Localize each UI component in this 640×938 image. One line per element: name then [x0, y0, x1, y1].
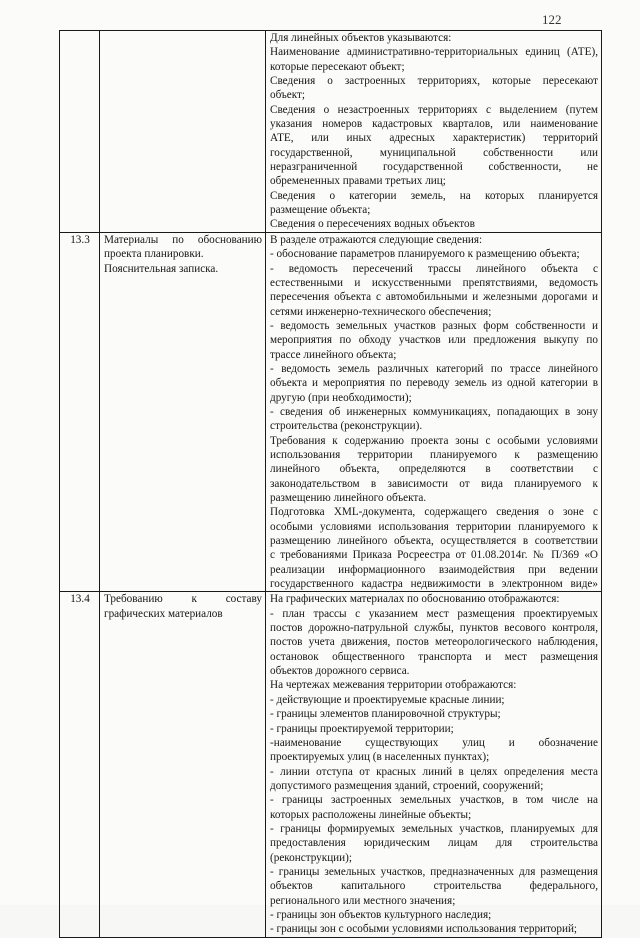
description-line: - план трассы с указанием мест размещения проектируемых [270, 607, 598, 620]
row-number-cell [60, 31, 100, 233]
description-line: другую (при необходимости); [270, 391, 412, 404]
description-line: сетями инженерно-технического обеспечения; [270, 305, 492, 318]
section-name-cell [100, 232, 266, 592]
description-line: строительства (реконструкции). [270, 420, 423, 433]
description-line: неразграниченной государственной собственности, не [270, 161, 598, 174]
description-line: Сведения о категории земель, на которых планируется [270, 189, 598, 202]
description-line: - ведомость пересечений трассы линейного объекта с [270, 262, 598, 275]
description-line: государственной, муниципальной собственности или [270, 146, 598, 159]
description-line: Сведения о застроенных территориях, которые пересекают [270, 75, 598, 88]
section-description-cell [266, 232, 602, 592]
description-line: - обоснование параметров планируемого к размещению объекта; [270, 248, 580, 261]
description-line: указания номеров кадастровых кварталов, или наименование [270, 118, 598, 131]
description-line: - границы застроенных земельных участков, в том числе на [270, 794, 598, 807]
description-line: использования территории планируемого к размещению [270, 448, 598, 461]
description-line: Сведения о незастроенных территориях с выделением (путем [270, 103, 598, 116]
description-line: - границы зон с особыми условиями использования территорий; [270, 923, 578, 936]
description-line: предоставления юридическим лицам для строительства [270, 837, 598, 850]
description-line: размещению линейного объекта. [270, 492, 427, 504]
description-line: линейного объекта, определяются в соответствии с [270, 463, 598, 476]
description-line: объект; [270, 89, 306, 102]
description-line: - границы зон объектов культурного наследия; [270, 908, 492, 921]
description-line: Наименование административно-территориальных единиц (АТЕ), [270, 46, 598, 59]
section-name-cell [100, 31, 266, 233]
description-line: объектов дорожного сервиса. [270, 665, 410, 678]
section-name-line: Материалы по обоснованию [104, 233, 262, 246]
description-line: размещение объекта; [270, 204, 371, 217]
description-line: государственного кадастра недвижимости в электронном виде» [270, 578, 598, 591]
description-line: Требования к содержанию проекта зоны с особыми условиями [270, 434, 598, 447]
description-line: мероприятия по обходу участков или предложения выкупу по [270, 334, 598, 347]
description-line: Подготовка XML-документа, содержащего сведения о зоне с [270, 506, 598, 519]
table-row [60, 232, 602, 592]
description-line: - границы формируемых земельных участков, планируемых для [270, 822, 598, 835]
description-line: особыми условиями использования территории планируемого к [270, 520, 598, 533]
section-description-cell [266, 31, 602, 233]
description-line: проектируемых улиц (в населенных пунктах); [270, 751, 490, 764]
requirements-table [59, 30, 602, 938]
description-line: трассе линейного объекта; [270, 348, 397, 361]
section-name-line: графических материалов [104, 607, 223, 620]
requirements-table-body [60, 31, 602, 938]
description-line: - границы элементов планировочной структуры; [270, 708, 501, 721]
description-line: Для линейных объектов указываются: [270, 32, 452, 44]
description-line: постов дорожно-патрульной службы, пунктов весового контроля, [270, 622, 598, 635]
description-line: естественными и искусственными препятствиями, ведомость [270, 276, 598, 289]
description-line: - границы земельных участков, предназначенных для размещения [270, 865, 598, 878]
description-line: АТЕ, или иных адресных характеристик) территорий [270, 132, 598, 145]
page-number: 122 [542, 12, 562, 27]
description-line: - границы проектируемой территории; [270, 722, 454, 735]
row-number-cell: 13.3 [60, 232, 100, 592]
row-number-cell: 13.4 [60, 592, 100, 937]
description-line: Сведения о пересечениях водных объектов [270, 218, 475, 231]
description-line: (реконструкции); [270, 851, 352, 864]
table-row [60, 592, 602, 937]
section-name-line: проекта планировки. [104, 248, 204, 261]
description-line: На чертежах межевания территории отображаются: [270, 679, 517, 692]
description-line: которые пересекают объект; [270, 60, 405, 73]
description-line: с требованиями Приказа Росреестра от 01.08.2014г. № П/369 «О [270, 549, 598, 562]
section-name-cell [100, 592, 266, 937]
description-line: В разделе отражаются следующие сведения: [270, 233, 483, 246]
description-line: реализации информационного взаимодействия при ведении [270, 563, 598, 576]
description-line: объектов капитального строительства федерального, [270, 880, 598, 893]
description-line: объекта и мероприятия по переводу земель из одной категории в [270, 377, 598, 390]
description-line: допустимого размещения зданий, строений, сооружений; [270, 779, 544, 792]
description-line: - ведомость земель различных категорий по трассе линейного [270, 362, 598, 375]
description-line: - ведомость земельных участков разных форм собственности и [270, 319, 598, 332]
description-line: законодательством в зависимости от вида планируемого к [270, 477, 598, 490]
description-line: На графических материалах по обоснованию отображаются: [270, 593, 560, 606]
description-line: - сведения об инженерных коммуникациях, попадающих в зону [270, 405, 598, 418]
description-line: размещению линейного объекта, осуществляется в соответствии [270, 535, 598, 548]
section-name-line: Пояснительная записка. [104, 262, 219, 275]
section-name-line: Требованию к составу [104, 593, 262, 606]
description-line: остановок общественного транспорта и мест размещения [270, 650, 598, 663]
description-line: постов учета движения, постов метеорологического наблюдения, [270, 636, 598, 649]
table-row [60, 31, 602, 233]
section-description-cell [266, 592, 602, 937]
description-line: обремененных правами третьих лиц; [270, 175, 446, 188]
description-line: которых расположены линейные объекты; [270, 808, 472, 821]
description-line: -наименование существующих улиц и обозначение [270, 736, 598, 749]
description-line: - линии отступа от красных линий в целях определения места [270, 765, 598, 778]
description-line: - действующие и проектируемые красные линии; [270, 693, 505, 706]
description-line: регионального или местного значения; [270, 894, 456, 907]
description-line: пересечения объекта с автомобильными и железными дорогами и [270, 291, 598, 304]
